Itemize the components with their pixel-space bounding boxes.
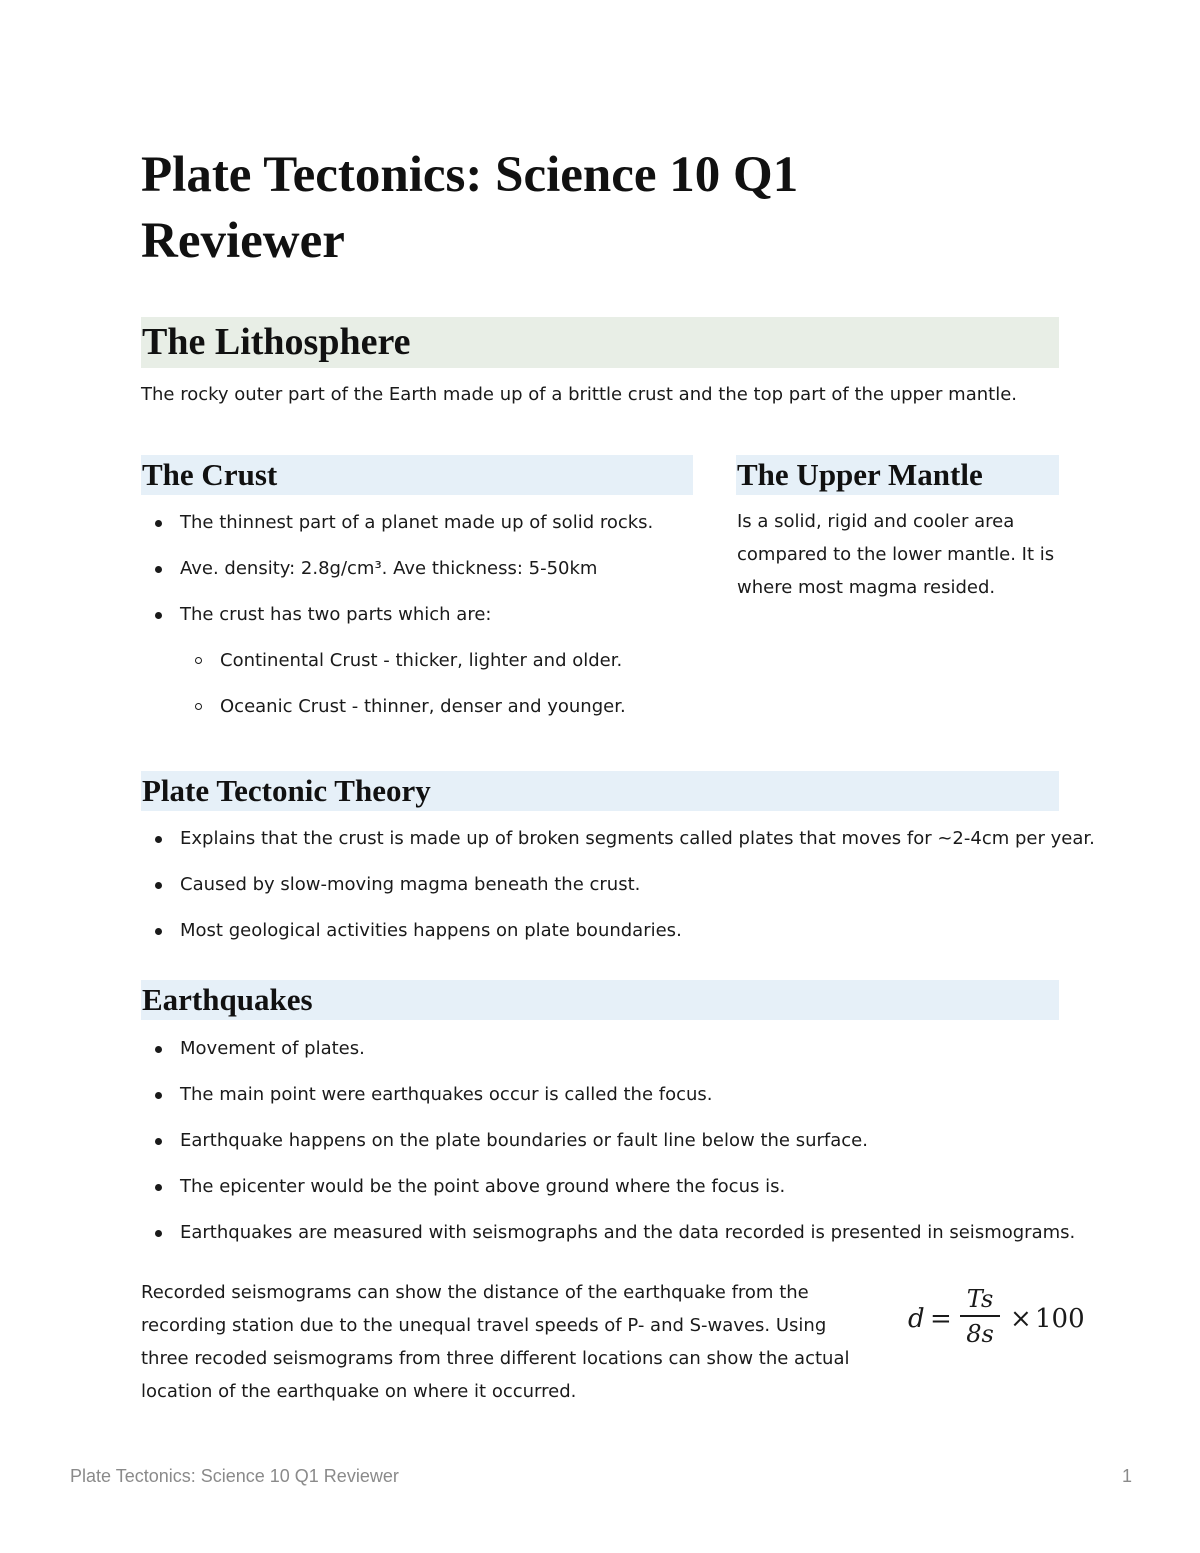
- bullet: [155, 566, 162, 573]
- bullet: [155, 928, 162, 935]
- list-item-text: The epicenter would be the point above ground where the focus is.: [180, 1176, 786, 1197]
- list-item: [141, 816, 1095, 862]
- earthquakes-list: [141, 1026, 1076, 1256]
- list-item-text: The main point were earthquakes occur is called the focus.: [180, 1084, 713, 1105]
- list-item: [141, 1072, 1059, 1118]
- sub-list-item: [141, 684, 701, 730]
- list-item-text: Explains that the crust is made up of broken segments called plates that moves for ~2-4cm per year.: [180, 828, 1095, 849]
- list-item: [141, 1164, 1059, 1210]
- list-item-text: Earthquakes are measured with seismographs and the data recorded is presented in seismograms.: [180, 1222, 1076, 1243]
- heading-plate-tectonic-theory: Plate Tectonic Theory: [141, 771, 1059, 811]
- list-item: [141, 1118, 1059, 1164]
- list-item-text: Movement of plates.: [180, 1038, 365, 1059]
- bullet: [155, 1184, 162, 1191]
- page-number: 1: [1121, 1466, 1132, 1486]
- list-item-text: The crust has two parts which are:: [180, 604, 492, 625]
- sub-list-item: [141, 638, 701, 684]
- heading-earthquakes: Earthquakes: [141, 980, 1059, 1020]
- distance-formula: [908, 1284, 1085, 1354]
- upper-mantle-text: Is a solid, rigid and cooler area compared to the lower mantle. It is where most magma resided.: [737, 511, 1055, 598]
- list-item: [141, 500, 701, 546]
- list-item: [141, 546, 701, 592]
- bullet: [155, 836, 162, 843]
- bullet: [155, 882, 162, 889]
- formula-denominator: 8s: [966, 1320, 994, 1348]
- heading-crust: The Crust: [141, 455, 693, 495]
- lithosphere-text: The rocky outer part of the Earth made up of a brittle crust and the top part of the upper mantle.: [141, 384, 1017, 405]
- heading-upper-mantle: The Upper Mantle: [736, 455, 1059, 495]
- formula-fraction: [960, 1284, 1000, 1349]
- seismogram-text: Recorded seismograms can show the distance of the earthquake from the recording station due to the unequal travel speeds of P- and S-waves. Using three recoded seismograms from three different locations can show the actual location of the earthquake on where it occurred.: [141, 1282, 850, 1402]
- formula-equals: =: [930, 1304, 952, 1334]
- list-item-text: Oceanic Crust - thinner, denser and younger.: [220, 696, 626, 717]
- formula-factor: 100: [1035, 1304, 1085, 1334]
- sub-bullet: [195, 703, 202, 710]
- bullet: [155, 520, 162, 527]
- bullet: [155, 1230, 162, 1237]
- heading-lithosphere: The Lithosphere: [141, 317, 1059, 368]
- list-item-text: Earthquake happens on the plate boundaries or fault line below the surface.: [180, 1130, 868, 1151]
- list-item-text: Caused by slow-moving magma beneath the crust.: [180, 874, 641, 895]
- sub-bullet: [195, 657, 202, 664]
- list-item-text: The thinnest part of a planet made up of solid rocks.: [180, 512, 654, 533]
- fraction-bar: [960, 1315, 1000, 1317]
- bullet: [155, 1092, 162, 1099]
- formula-numerator: Ts: [966, 1285, 994, 1313]
- list-item: [141, 1026, 1059, 1072]
- bullet: [155, 612, 162, 619]
- list-item: [141, 908, 1059, 954]
- list-item-text: Continental Crust - thicker, lighter and older.: [220, 650, 623, 671]
- plate-theory-list: [141, 816, 1095, 954]
- list-item: [141, 592, 701, 638]
- crust-list: [141, 500, 701, 730]
- list-item: [141, 1210, 1076, 1256]
- formula-lhs: d: [908, 1304, 925, 1334]
- bullet: [155, 1046, 162, 1053]
- formula-times: ×: [1010, 1304, 1032, 1334]
- page-title: Plate Tectonics: Science 10 Q1 Reviewer: [141, 147, 799, 269]
- list-item-text: Most geological activities happens on plate boundaries.: [180, 920, 682, 941]
- bullet: [155, 1138, 162, 1145]
- list-item-text: Ave. density: 2.8g/cm³. Ave thickness: 5-50km: [180, 558, 598, 579]
- list-item: [141, 862, 1059, 908]
- footer-title: Plate Tectonics: Science 10 Q1 Reviewer: [70, 1466, 399, 1486]
